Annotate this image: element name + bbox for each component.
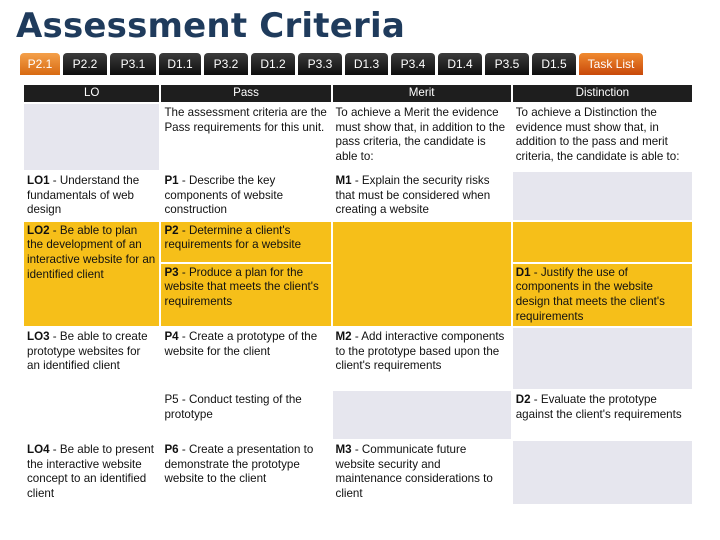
lo2-merit-empty [333,222,511,326]
header-distinction: Distinction [513,85,692,102]
intro-distinction-cell: To achieve a Distinction the evidence must show that, in addition to the pass and merit criteria, the candidate is able to: [513,104,692,170]
intro-pass-cell: The assessment criteria are the Pass requirements for this unit. [161,104,330,170]
lo1-distinction-empty [513,172,692,220]
lo2-distinction-empty [513,222,692,262]
d2-cell: D2 - Evaluate the prototype against the client's requirements [513,391,692,439]
p6-cell: P6 - Create a presentation to demonstrate the prototype website to the client [161,441,330,503]
p1-cell: P1 - Describe the key components of website construction [161,172,330,220]
intro-lo-cell [24,104,159,170]
tab-d1-5[interactable]: D1.5 [532,53,576,75]
lo3-merit-empty [333,391,511,439]
p5-cell: P5 - Conduct testing of the prototype [161,391,330,439]
intro-merit-cell: To achieve a Merit the evidence must show that, in addition to the pass criteria, the candidate is able to: [333,104,511,170]
lo3-cell: LO3 - Be able to create prototype websites for an identified client [24,328,159,439]
lo4-cell: LO4 - Be able to present the interactive website concept to an identified client [24,441,159,503]
m1-cell: M1 - Explain the security risks that must be considered when creating a website [333,172,511,220]
header-lo: LO [24,85,159,102]
assessment-criteria-table [22,83,694,506]
tab-d1-2[interactable]: D1.2 [251,53,295,75]
header-pass: Pass [161,85,330,102]
lo2-cell: LO2 - Be able to plan the development of an interactive website for an identified client [24,222,159,326]
tab-p3-5[interactable]: P3.5 [485,53,529,75]
criteria-tab-bar [0,53,720,75]
tab-d1-3[interactable]: D1.3 [345,53,388,75]
m2-cell: M2 - Add interactive components to the prototype based upon the client's requirements [333,328,511,389]
tab-task-list[interactable]: Task List [579,53,643,75]
tab-d1-4[interactable]: D1.4 [438,53,482,75]
tab-p2-1[interactable]: P2.1 [20,53,60,75]
p3-cell: P3 - Produce a plan for the website that meets the client's requirements [161,264,330,326]
lo3-distinction-empty [513,328,692,389]
lo4-distinction-empty [513,441,692,503]
d1-cell: D1 - Justify the use of components in the website design that meets the client's requirements [513,264,692,326]
tab-p3-4[interactable]: P3.4 [391,53,435,75]
p2-cell: P2 - Determine a client's requirements for a website [161,222,330,262]
tab-p3-1[interactable]: P3.1 [110,53,156,75]
lo1-cell: LO1 - Understand the fundamentals of web design [24,172,159,220]
m3-cell: M3 - Communicate future website security and maintenance considerations to client [333,441,511,503]
page-title: Assessment Criteria [16,6,405,46]
tab-p3-3[interactable]: P3.3 [298,53,342,75]
header-merit: Merit [333,85,511,102]
tab-d1-1[interactable]: D1.1 [159,53,201,75]
p4-cell: P4 - Create a prototype of the website for the client [161,328,330,389]
tab-p3-2[interactable]: P3.2 [204,53,248,75]
tab-p2-2[interactable]: P2.2 [63,53,107,75]
